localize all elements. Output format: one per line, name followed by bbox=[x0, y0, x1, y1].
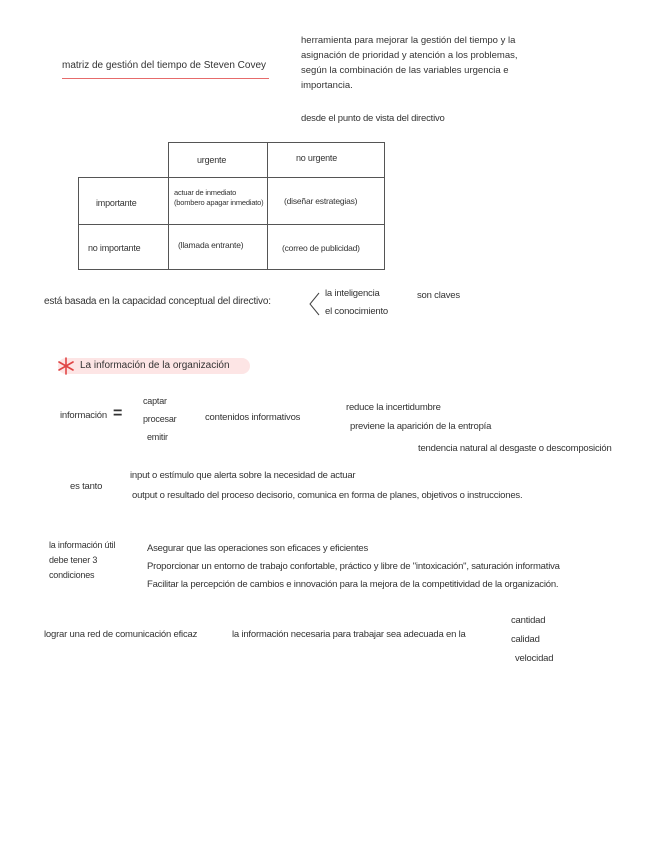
verb-procesar: procesar bbox=[143, 414, 177, 424]
intro-description: herramienta para mejorar la gestión del tiempo y la asignación de prioridad y atención a los problemas, según la combinación de las variables urgencia e importancia. bbox=[301, 35, 518, 91]
matrix-line-col1 bbox=[168, 142, 169, 269]
quality-cantidad: cantidad bbox=[511, 615, 546, 626]
matrix-row-importante: importante bbox=[96, 198, 137, 208]
es-tanto-output: output o resultado del proceso decisorio, comunica en forma de planes, objetivos o instrucciones. bbox=[132, 490, 523, 501]
condiciones-label-2: debe tener 3 bbox=[49, 555, 98, 565]
quality-calidad: calidad bbox=[511, 634, 540, 645]
es-tanto-input: input o estímulo que alerta sobre la necesidad de actuar bbox=[130, 470, 356, 481]
matrix-cell-disenar: (diseñar estrategias) bbox=[284, 196, 358, 206]
matrix-col-no-urgente: no urgente bbox=[296, 153, 338, 163]
conceptual-item-inteligencia: la inteligencia bbox=[325, 288, 380, 299]
conceptual-sentence: está basada en la capacidad conceptual del directivo: bbox=[44, 296, 271, 307]
matrix-line-middle bbox=[78, 224, 385, 225]
effect-reduce: reduce la incertidumbre bbox=[346, 402, 441, 413]
red-label: lograr una red de comunicación eficaz bbox=[44, 629, 198, 640]
conceptual-note: son claves bbox=[417, 290, 460, 301]
informacion-label: información bbox=[60, 410, 107, 421]
matrix-cell-correo: (correo de publicidad) bbox=[282, 243, 360, 253]
matrix-line-right bbox=[384, 142, 385, 269]
entropy-note: tendencia natural al desgaste o descomposición bbox=[418, 443, 612, 454]
effect-previene: previene la aparición de la entropía bbox=[350, 421, 492, 432]
matrix-line-top bbox=[187, 142, 385, 143]
red-sentence: la información necesaria para trabajar sea adecuada en la bbox=[232, 629, 466, 640]
matrix-line-top-left bbox=[168, 142, 187, 143]
condiciones-label-1: la información útil bbox=[49, 540, 116, 550]
matrix-cell-actuar: actuar de inmediato bbox=[174, 188, 237, 197]
condicion-3: Facilitar la percepción de cambios e innovación para la mejora de la competitividad de la organización. bbox=[147, 579, 559, 590]
condiciones-label-3: condiciones bbox=[49, 570, 95, 580]
matrix-line-left bbox=[78, 177, 79, 269]
conceptual-item-conocimiento: el conocimiento bbox=[325, 306, 389, 317]
equals-sign: = bbox=[113, 405, 123, 422]
section-heading-text: La información de la organización bbox=[80, 360, 230, 371]
matrix-cell-llamada: (llamada entrante) bbox=[178, 240, 244, 250]
matrix-col-urgente: urgente bbox=[197, 155, 227, 165]
page-title: matriz de gestión del tiempo de Steven Covey bbox=[62, 60, 269, 79]
verb-captar: captar bbox=[143, 396, 167, 406]
intro-viewpoint: desde el punto de vista del directivo bbox=[301, 113, 445, 124]
matrix-line-col2 bbox=[267, 142, 268, 269]
quality-velocidad: velocidad bbox=[515, 653, 554, 664]
matrix-line-header bbox=[78, 177, 385, 178]
matrix-line-bottom bbox=[78, 269, 385, 270]
section-heading bbox=[58, 358, 250, 374]
es-tanto-label: es tanto bbox=[70, 481, 103, 492]
verb-emitir: emitir bbox=[147, 432, 168, 442]
asterisk-icon bbox=[56, 356, 76, 376]
condicion-2: Proporcionar un entorno de trabajo confortable, práctico y libre de "intoxicación", saturación informativa bbox=[147, 561, 560, 572]
informacion-object: contenidos informativos bbox=[205, 412, 301, 423]
brace-icon bbox=[307, 291, 321, 317]
condicion-1: Asegurar que las operaciones son eficaces y eficientes bbox=[147, 543, 369, 554]
matrix-cell-bombero: (bombero apagar inmediato) bbox=[174, 198, 264, 207]
matrix-row-no-importante: no importante bbox=[88, 243, 141, 253]
